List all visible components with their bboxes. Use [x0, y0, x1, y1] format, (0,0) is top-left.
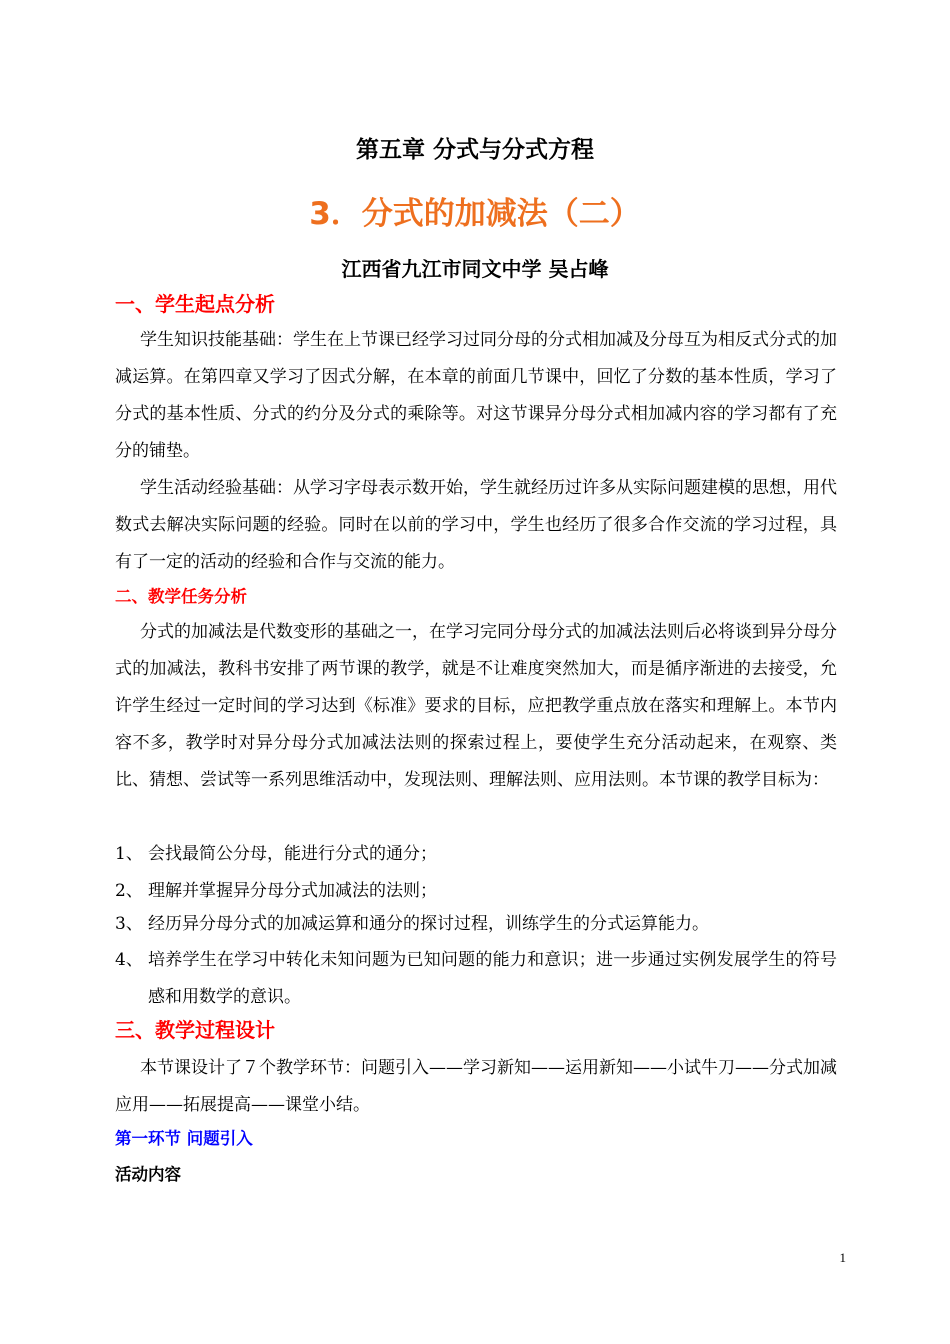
- section1-paragraph-1: 学生知识技能基础：学生在上节课已经学习过同分母的分式相加减及分母互为相反式分式的加减运算。在第四章又学习了因式分解，在本章的前面几节课中，回忆了分数的基本性质，学习了分式的基本性质、分式的约分及分式的乘除等。对这节课异分母分式相加减内容的学习都有了充分的铺垫。: [115, 330, 837, 461]
- activity-heading: 活动内容: [115, 1165, 181, 1184]
- goal-number: 2、: [115, 881, 143, 901]
- goal-text: 经历异分母分式的加减运算和通分的探讨过程，训练学生的分式运算能力。: [148, 914, 709, 934]
- goal-item: [115, 873, 837, 910]
- step1-heading: 第一环节 问题引入: [115, 1129, 253, 1148]
- section2-heading: 二、教学任务分析: [115, 587, 247, 606]
- section3-paragraph-1: 本节课设计了７个教学环节：问题引入——学习新知——运用新知——小试牛刀——分式加减应用——拓展提高——课堂小结。: [115, 1058, 837, 1115]
- goal-number: 1、: [115, 844, 143, 864]
- goal-number: 3、: [115, 914, 143, 934]
- section2-paragraph-1: 分式的加减法是代数变形的基础之一，在学习完同分母分式的加减法法则后必将谈到异分母分式的加减法，教科书安排了两节课的教学，就是不让难度突然加大，而是循序渐进的去接受，允许学生经过一定时间的学习达到《标准》要求的目标，应把教学重点放在落实和理解上。本节内容不多，教学时对异分母分式加减法法则的探索过程上，要使学生充分活动起来，在观察、类比、猜想、尝试等一系列思维活动中，发现法则、理解法则、应用法则。本节课的教学目标为：: [115, 622, 837, 790]
- goal-item: [115, 942, 837, 1016]
- lesson-title: 3．分式的加减法（二）: [309, 196, 641, 232]
- goal-text: 会找最简公分母，能进行分式的通分；: [148, 844, 437, 864]
- section1-paragraph-2: 学生活动经验基础：从学习字母表示数开始，学生就经历过许多从实际问题建模的思想，用代数式去解决实际问题的经验。同时在以前的学习中，学生也经历了很多合作交流的学习过程，具有了一定的活动的经验和合作与交流的能力。: [115, 478, 837, 572]
- goal-text: 理解并掌握异分母分式加减法的法则；: [148, 881, 437, 901]
- section3-heading: 三、教学过程设计: [115, 1018, 275, 1042]
- author-line: 江西省九江市同文中学 吴占峰: [341, 257, 609, 281]
- section1-heading: 一、学生起点分析: [115, 292, 275, 316]
- goal-item: [115, 906, 837, 943]
- goal-text: 培养学生在学习中转化未知问题为已知问题的能力和意识；进一步通过实例发展学生的符号感和用数学的意识。: [148, 950, 837, 1007]
- chapter-title: 第五章 分式与分式方程: [355, 137, 594, 163]
- goal-item: [115, 836, 837, 873]
- goal-number: 4、: [115, 950, 143, 970]
- page-number: 1: [839, 1250, 846, 1265]
